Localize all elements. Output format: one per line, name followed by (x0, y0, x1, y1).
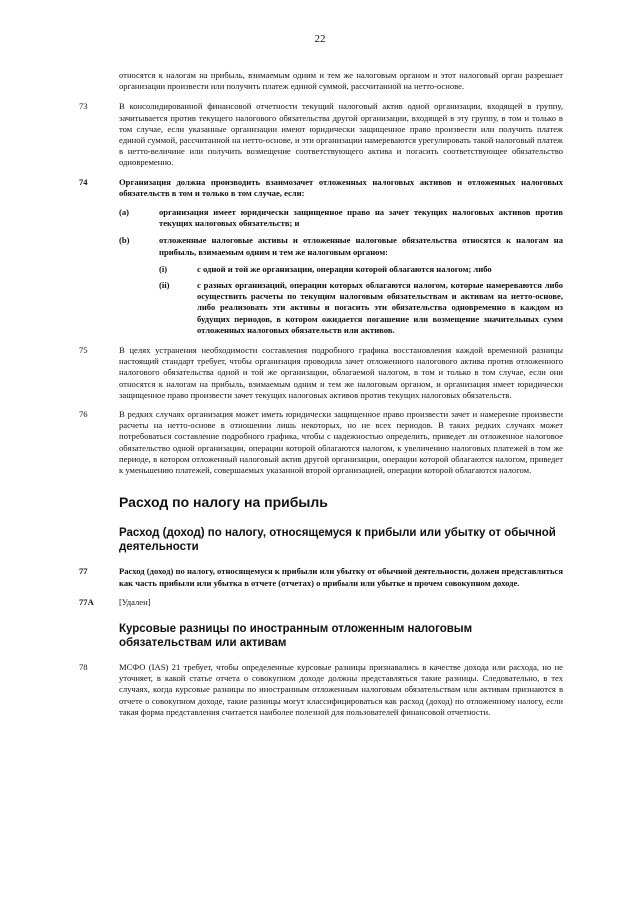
paragraph-text: В редких случаях организация может иметь юридически защищенное право произвести зачет и намерение произвести расчеты на нетто-основе в отношении лишь некоторых, но не всех периодов. В таких редких случаях может потребоваться составление подробного графика, чтобы с надежностью определить, приведет ли отложенное налоговое обязательство одной организации, операции которой облагаются налогом, к увеличению налоговых платежей в том же периоде, в котором отложенный налоговый актив другой организации, операции которой облагаются налогом, приведет к уменьшению платежей, совершаемых указанной второй организацией, операции которой облагаются налогом. (119, 409, 563, 476)
subsection-heading-ordinary-activities: Расход (доход) по налогу, относящемуся к прибыли или убытку от обычной деятельности (119, 527, 556, 554)
paragraph-77 (79, 566, 563, 588)
paragraph-text: В целях устранения необходимости составления подробного графика восстановления каждой временной разницы настоящий стандарт требует, чтобы организация проводила зачет отложенного налогового актива против отложенного налогового обязательства одной и той же организации, облагаемой налогом, в том и только в том случае, если они относятся к налогам на прибыль, взимаемым одним и тем же налоговым органом, и организация имеет юридически защищенное право произвести зачет текущих налоговых активов против текущих налоговых обязательств. (119, 345, 563, 400)
paragraph-77a (79, 597, 563, 608)
item-label: (a) (119, 207, 130, 218)
paragraph-number: 78 (79, 661, 88, 672)
paragraph-number: 75 (79, 345, 88, 356)
item-text: организация имеет юридически защищенное право на зачет текущих налоговых активов против текущих налоговых обязательств; и (159, 207, 563, 229)
document-body (79, 70, 563, 726)
item-label: (b) (119, 235, 130, 246)
item-label: (ii) (159, 280, 170, 291)
paragraph-number: 74 (79, 176, 88, 187)
subsection-heading-exchange-differences: Курсовые разницы по иностранным отложенным налоговым обязательствам или активам (119, 622, 473, 649)
paragraph-73 (79, 101, 563, 168)
section-heading: Расход по налогу на прибыль (119, 494, 328, 511)
paragraph-number: 77A (79, 596, 94, 607)
paragraph-text: В консолидированной финансовой отчетности текущий налоговый актив одной организации, входящей в группу, зачитывается против текущего налогового обязательства другой организации, входящей в эту группу, в том и только в том случае, если указанные организации имеют юридически защищенное право произвести или получить платеж единой суммой, рассчитанной на нетто-основе, и эти организации намереваются урегулировать такой налоговый платеж в нетто-величине или получить возмещение соответствующего актива и погасить соответствующее обязательство одновременно. (119, 101, 563, 168)
paragraph-76 (79, 409, 563, 476)
paragraph-78 (79, 662, 563, 718)
item-text: отложенные налоговые активы и отложенные налоговые обязательства относятся к налогам на прибыль, взимаемым одним и тем же налоговым органом: (159, 235, 563, 257)
item-text: с одной и той же организации, операции которой облагаются налогом; либо (197, 263, 492, 274)
page-number: 22 (314, 33, 326, 45)
paragraph-74-item-b-ii (159, 280, 563, 336)
item-label: (i) (159, 263, 168, 274)
paragraph-number: 77 (79, 566, 88, 577)
paragraph-number: 76 (79, 409, 88, 420)
item-text: с разных организаций, операции которых облагаются налогом, которые намереваются либо осуществить расчеты по текущим налоговым обязательствам и активам на нетто-основе, либо реализовать эти активы и погасить эти обязательства одновременно в каждом из будущих периодов, в котором ожидается погашение или возмещение значительных сумм отложенных налоговых обязательств или активов. (197, 280, 563, 335)
paragraph-text: Организация должна производить взаимозачет отложенных налоговых активов и отложенных налоговых обязательств в том и только в том случае, если: (119, 176, 563, 198)
paragraph-text: МСФО (IAS) 21 требует, чтобы определенные курсовые разницы признавались в качестве дохода или расхода, но не уточняет, в какой статье отчета о совокупном доходе должны представляться такие разницы. Следовательно, в тех случаях, когда курсовые разницы по иностранным отложенным налоговым обязательствам или активам признаются в отчете о совокупном доходе, такие разницы могут классифицироваться как расход (доход) по отложенному налогу, если такая форма представления считается наиболее полезной для пользователей финансовой отчетности. (119, 661, 563, 717)
paragraph-74-item-b-i (159, 264, 563, 275)
paragraph-74 (79, 177, 563, 199)
intro-paragraph: относятся к налогам на прибыль, взимаемым одним и тем же налоговым органом и этот налоговый орган разрешает организации произвести или получить платеж единой суммой, рассчитанной на нетто-основе. (119, 70, 563, 92)
paragraph-74-item-b (119, 235, 563, 257)
paragraph-text: [Удален] (119, 596, 151, 607)
paragraph-text: Расход (доход) по налогу, относящемуся к прибыли или убытку от обычной деятельности, должен представляться как часть прибыли или убытка в отчете (отчетах) о прибыли или убытке и прочем совокупном доходе. (119, 566, 563, 588)
paragraph-number: 73 (79, 101, 88, 112)
paragraph-74-item-a (119, 207, 563, 229)
paragraph-75 (79, 345, 563, 401)
